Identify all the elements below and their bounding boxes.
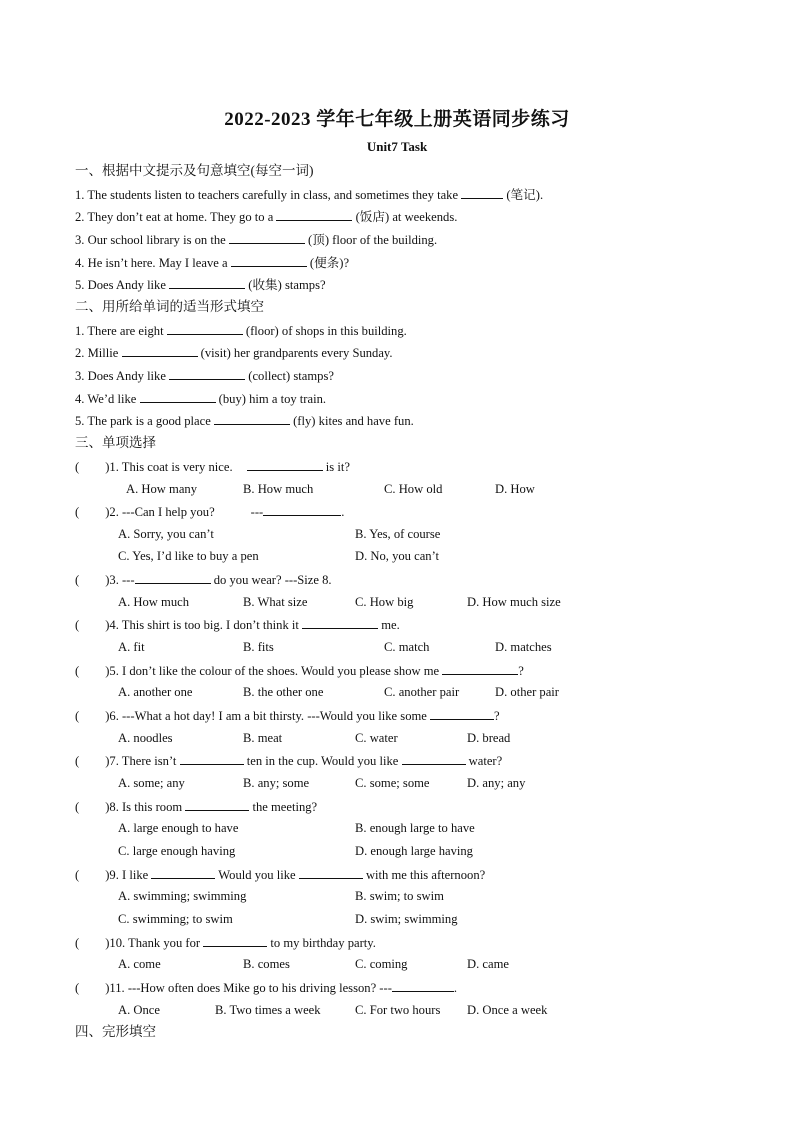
q4-text-b: me. — [378, 618, 400, 632]
answer-blank[interactable] — [214, 412, 290, 425]
q7-option-a[interactable]: A. some; any — [118, 776, 185, 790]
q4-option-d[interactable]: D. matches — [495, 640, 552, 654]
answer-blank[interactable] — [299, 866, 363, 879]
q3-stem — [75, 571, 332, 588]
q11-text: )11. ---How often does Mike go to his driving lesson? --- — [105, 981, 392, 995]
s1-item-2-hint: (饭店) at weekends. — [352, 210, 458, 224]
answer-blank[interactable] — [442, 662, 518, 675]
q11-option-a[interactable]: A. Once — [118, 1003, 160, 1017]
answer-blank[interactable] — [461, 186, 503, 199]
q7-text-c: water? — [465, 754, 503, 768]
q3-text: )3. --- — [105, 573, 135, 587]
answer-blank[interactable] — [140, 390, 216, 403]
q1-stem — [75, 458, 350, 475]
s2-item-2-hint: (visit) her grandparents every Sunday. — [197, 346, 393, 360]
answer-paren[interactable]: ( — [75, 868, 80, 882]
q11-text-b: . — [453, 981, 458, 995]
s1-item-4-hint: (便条)? — [306, 256, 350, 270]
q7-option-d[interactable]: D. any; any — [467, 776, 526, 790]
q7-option-b[interactable]: B. any; some — [243, 776, 310, 790]
answer-blank[interactable] — [169, 367, 245, 380]
s1-item-4-text: 4. He isn’t here. May I leave a — [75, 256, 231, 270]
q7-text: )7. There isn’t — [105, 754, 180, 768]
answer-blank[interactable] — [151, 866, 215, 879]
q3-option-a[interactable]: A. How much — [118, 595, 190, 609]
answer-blank[interactable] — [169, 276, 245, 289]
q4-option-b[interactable]: B. fits — [243, 640, 274, 654]
s2-item-3 — [75, 367, 334, 384]
answer-blank[interactable] — [231, 254, 307, 267]
s2-item-4 — [75, 390, 326, 407]
q6-option-d[interactable]: D. bread — [467, 731, 511, 745]
q1-option-d[interactable]: D. How — [495, 482, 535, 496]
q5-text: )5. I don’t like the colour of the shoes. Would you please show me — [105, 664, 443, 678]
q5-text-b: ? — [518, 664, 524, 678]
answer-paren[interactable]: ( — [75, 800, 80, 814]
q6-option-b[interactable]: B. meat — [243, 731, 283, 745]
q5-option-a[interactable]: A. another one — [118, 685, 193, 699]
q11-stem — [75, 979, 457, 996]
answer-blank[interactable] — [167, 322, 243, 335]
s1-item-1 — [75, 186, 543, 203]
s1-item-5-text: 5. Does Andy like — [75, 278, 170, 292]
s2-item-3-hint: (collect) stamps? — [245, 369, 334, 383]
q4-option-c[interactable]: C. match — [384, 640, 430, 654]
answer-paren[interactable]: ( — [75, 936, 80, 950]
q2-option-c[interactable]: C. Yes, I’d like to buy a pen — [118, 549, 259, 563]
s1-item-1-hint: (笔记). — [503, 188, 544, 202]
q5-option-c[interactable]: C. another pair — [384, 685, 460, 699]
answer-paren[interactable]: ( — [75, 754, 80, 768]
s1-item-1-text: 1. The students listen to teachers carefully in class, and sometimes they take — [75, 188, 462, 202]
q3-option-d[interactable]: D. How much size — [467, 595, 561, 609]
q11-option-c[interactable]: C. For two hours — [355, 1003, 441, 1017]
section-3-heading: 三、单项选择 — [75, 435, 156, 450]
answer-paren[interactable]: ( — [75, 981, 80, 995]
s2-item-5-text: 5. The park is a good place — [75, 414, 214, 428]
q10-text-b: to my birthday party. — [267, 936, 376, 950]
q5-option-b[interactable]: B. the other one — [243, 685, 324, 699]
q10-stem — [75, 934, 376, 951]
q8-option-b[interactable]: B. enough large to have — [355, 821, 475, 835]
page-subtitle: Unit7 Task — [366, 139, 428, 154]
answer-paren[interactable]: ( — [75, 460, 80, 474]
q8-text-b: the meeting? — [249, 800, 318, 814]
answer-blank[interactable] — [430, 707, 494, 720]
q9-option-c[interactable]: C. swimming; to swim — [118, 912, 233, 926]
answer-blank[interactable] — [402, 752, 466, 765]
answer-blank[interactable] — [247, 458, 323, 471]
answer-blank[interactable] — [229, 231, 305, 244]
s1-item-5 — [75, 276, 326, 293]
q9-text: )9. I like — [105, 868, 152, 882]
q3-option-b[interactable]: B. What size — [243, 595, 308, 609]
section-2-heading: 二、用所给单词的适当形式填空 — [75, 299, 264, 314]
q3-option-c[interactable]: C. How big — [355, 595, 414, 609]
q4-stem — [75, 616, 400, 633]
q2-stem: ( )2. ---Can I help you? --- . — [75, 505, 345, 519]
q6-stem — [75, 707, 500, 724]
q11-option-b[interactable]: B. Two times a week — [215, 1003, 321, 1017]
answer-blank[interactable] — [392, 979, 454, 992]
answer-blank[interactable] — [135, 571, 211, 584]
q8-stem — [75, 798, 317, 815]
answer-blank[interactable] — [263, 503, 341, 516]
s2-item-4-text: 4. We’d like — [75, 392, 140, 406]
q3-text-b: do you wear? ---Size 8. — [210, 573, 332, 587]
s2-item-5-hint: (fly) kites and have fun. — [289, 414, 414, 428]
q10-option-d[interactable]: D. came — [467, 957, 509, 971]
q2-option-d[interactable]: D. No, you can’t — [355, 549, 440, 563]
page-title: 2022-2023 学年七年级上册英语同步练习 — [224, 109, 570, 130]
q10-option-b[interactable]: B. comes — [243, 957, 290, 971]
q8-text: )8. Is this room — [105, 800, 186, 814]
s2-item-1-hint: (floor) of shops in this building. — [242, 324, 407, 338]
q6-option-a[interactable]: A. noodles — [118, 731, 173, 745]
q9-text-b: Would you like — [215, 868, 299, 882]
section-1-heading: 一、根据中文提示及句意填空(每空一词) — [75, 163, 314, 178]
s2-item-1-text: 1. There are eight — [75, 324, 167, 338]
answer-paren[interactable]: ( — [75, 573, 80, 587]
s1-item-4 — [75, 254, 349, 271]
q11-option-d[interactable]: D. Once a week — [467, 1003, 548, 1017]
s2-item-2 — [75, 344, 393, 361]
answer-paren[interactable]: ( — [75, 664, 80, 678]
q1-option-b[interactable]: B. How much — [243, 482, 314, 496]
s1-item-3-text: 3. Our school library is on the — [75, 233, 229, 247]
q1-text: )1. This coat is very nice. — [105, 460, 233, 474]
q6-text: )6. ---What a hot day! I am a bit thirsty. ---Would you like some — [105, 709, 431, 723]
q9-stem — [75, 866, 485, 883]
q2-option-b[interactable]: B. Yes, of course — [355, 527, 441, 541]
answer-blank[interactable] — [203, 934, 267, 947]
q9-option-d[interactable]: D. swim; swimming — [355, 912, 458, 926]
s1-item-5-hint: (收集) stamps? — [245, 278, 326, 292]
q6-option-c[interactable]: C. water — [355, 731, 398, 745]
q10-option-a[interactable]: A. come — [118, 957, 161, 971]
answer-paren[interactable]: ( — [75, 618, 80, 632]
answer-blank[interactable] — [185, 798, 249, 811]
s1-item-3-hint: (顶) floor of the building. — [304, 233, 438, 247]
answer-paren[interactable]: ( — [75, 505, 80, 519]
q5-option-d[interactable]: D. other pair — [495, 685, 559, 699]
q9-option-b[interactable]: B. swim; to swim — [355, 889, 444, 903]
q7-text-b: ten in the cup. Would you like — [243, 754, 402, 768]
q2-text: )2. ---Can I help you? — [105, 505, 215, 519]
q9-option-a[interactable]: A. swimming; swimming — [118, 889, 247, 903]
s2-item-5 — [75, 412, 414, 429]
s2-item-2-text: 2. Millie — [75, 346, 122, 360]
q5-stem — [75, 662, 524, 679]
q1-option-a[interactable]: A. How many — [126, 482, 198, 496]
s2-item-4-hint: (buy) him a toy train. — [215, 392, 327, 406]
q8-option-a[interactable]: A. large enough to have — [118, 821, 239, 835]
answer-paren[interactable]: ( — [75, 709, 80, 723]
q1-text-b: is it? — [322, 460, 350, 474]
q7-option-c[interactable]: C. some; some — [355, 776, 430, 790]
q1-option-c[interactable]: C. How old — [384, 482, 443, 496]
q4-text: )4. This shirt is too big. I don’t think it — [105, 618, 303, 632]
answer-blank[interactable] — [122, 344, 198, 357]
q8-option-c[interactable]: C. large enough having — [118, 844, 236, 858]
q9-text-c: with me this afternoon? — [362, 868, 486, 882]
answer-blank[interactable] — [180, 752, 244, 765]
s2-item-1 — [75, 322, 407, 339]
s1-item-2-text: 2. They don’t eat at home. They go to a — [75, 210, 277, 224]
q6-text-b: ? — [494, 709, 500, 723]
q4-option-a[interactable]: A. fit — [118, 640, 145, 654]
q2-text-b: --- — [250, 505, 264, 519]
section-4-heading: 四、完形填空 — [75, 1024, 156, 1039]
q2-option-a[interactable]: A. Sorry, you can’t — [118, 527, 214, 541]
s1-item-3 — [75, 231, 437, 248]
answer-blank[interactable] — [302, 616, 378, 629]
s2-item-3-text: 3. Does Andy like — [75, 369, 170, 383]
q10-text: )10. Thank you for — [105, 936, 204, 950]
q10-option-c[interactable]: C. coming — [355, 957, 408, 971]
s1-item-2 — [75, 208, 457, 225]
q7-stem — [75, 752, 502, 769]
q8-option-d[interactable]: D. enough large having — [355, 844, 473, 858]
answer-blank[interactable] — [276, 208, 352, 221]
